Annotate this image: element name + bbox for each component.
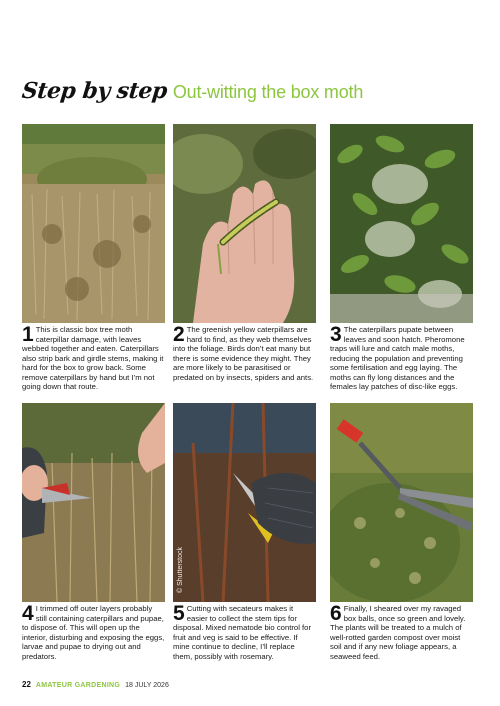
magazine-name: AMATEUR GARDENING <box>35 682 121 689</box>
step-3-number: 3 <box>330 323 342 346</box>
step-3-text: The caterpillars pupate between leaves and soon hatch. Pheromone traps will lure and catch male moths, reducing the population and preventing some fertilisation and egg laying. The moths can fly long distances and the females lay patches of disc-like eggs. <box>330 325 465 391</box>
step-1-text: This is classic box tree moth caterpillar damage, with leaves webbed together and eaten. Caterpillars also strip bark and girdle stems, making it hard for the box to grow back. Some remove caterpillars by hand but I’m not going down that route. <box>22 325 164 391</box>
photo-credit: © Shutterstock <box>177 546 184 593</box>
step-3-caption <box>330 325 473 392</box>
step-3-photo-webbed-leaves <box>330 124 473 323</box>
header-subtitle: Out-witting the box moth <box>172 82 364 102</box>
step-6-text: Finally, I sheared over my ravaged box balls, once so green and lovely. The plants will be treated to a mulch of well-rotted garden compost over moist soil and if any new foliage appears, a seaweed feed. <box>330 604 466 661</box>
page-number: 22 <box>22 680 31 689</box>
step-2-number: 2 <box>173 323 185 346</box>
step-5-text: Cutting with secateurs makes it easier to collect the stem tips for disposal. Mixed nematode bio control for fruit and veg is said to be effective. If mine continue to decline, I’ll replace them, possibly with rosemary. <box>173 604 312 661</box>
step-4-caption <box>22 604 165 661</box>
step-2-photo-caterpillar-on-fingers <box>173 124 316 323</box>
step-4-photo-trimming-with-secateurs <box>22 403 165 602</box>
step-2-caption <box>173 325 316 382</box>
step-4-number: 4 <box>22 602 34 625</box>
issue-date: 18 JULY 2026 <box>125 682 169 689</box>
step-1-number: 1 <box>22 323 34 346</box>
step-5-caption <box>173 604 316 661</box>
page-footer <box>22 680 169 689</box>
step-1-caption <box>22 325 165 392</box>
page-header <box>22 78 363 108</box>
header-title: Step by step <box>20 78 169 104</box>
step-5-number: 5 <box>173 602 185 625</box>
step-6-photo-shearing-box-ball <box>330 403 473 602</box>
step-2-text: The greenish yellow caterpillars are hard to find, as they web themselves into the foliage. Birds don’t eat many but there is some evidence they might. They are more likely to be parasitised or predated on by insects, spiders and ants. <box>173 325 314 382</box>
step-6-caption <box>330 604 473 661</box>
step-1-photo-damaged-box-hedge <box>22 124 165 323</box>
step-6-number: 6 <box>330 602 342 625</box>
step-4-text: I trimmed off outer layers probably still containing caterpillars and pupae, to dispose of. This will open up the interior, disturbing and exposing the eggs, larvae and pupae to drying out and predators. <box>22 604 165 661</box>
step-5-photo-gloved-hand-secateurs <box>173 403 316 602</box>
